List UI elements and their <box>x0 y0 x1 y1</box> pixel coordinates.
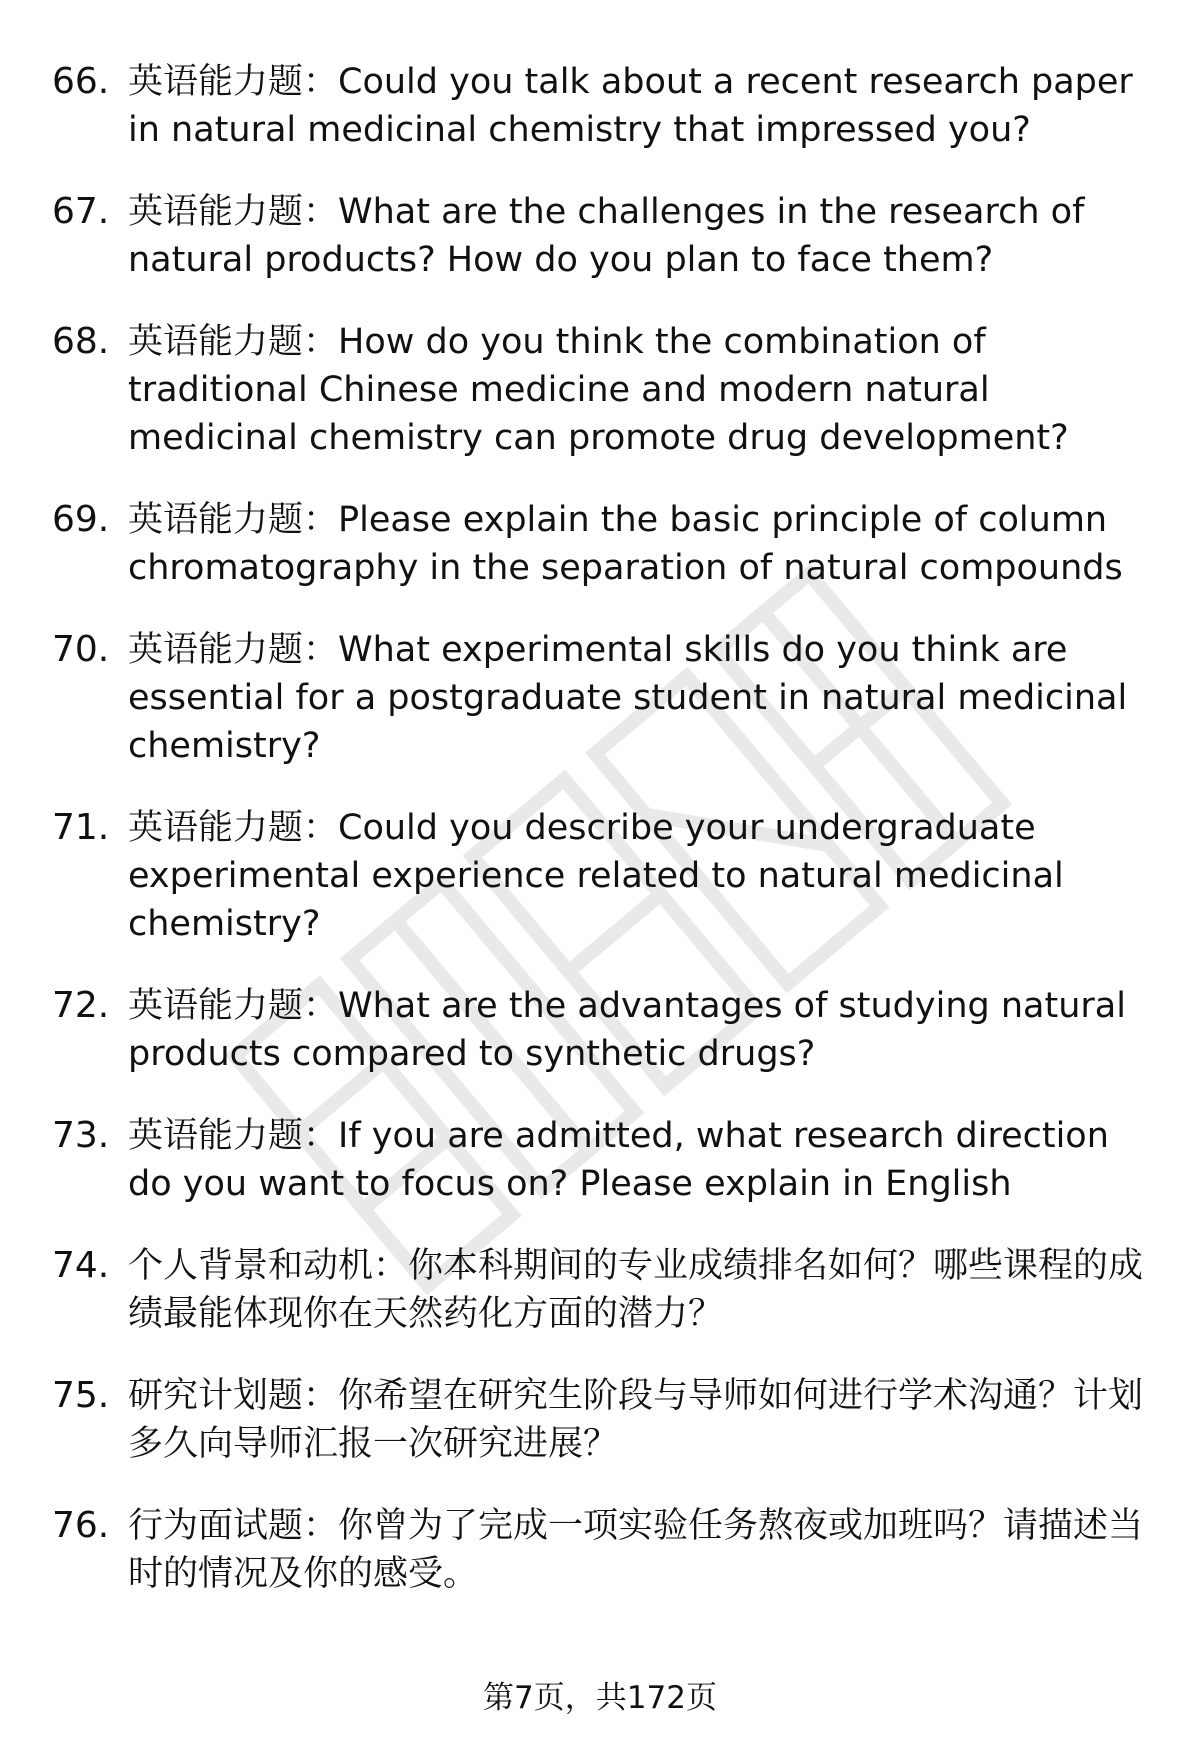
question-number: 68. <box>52 321 110 362</box>
question-item <box>52 626 1157 770</box>
question-item <box>52 1502 1157 1598</box>
question-number: 71. <box>52 807 110 848</box>
question-list <box>52 58 1157 1632</box>
question-number: 72. <box>52 985 110 1026</box>
question-text: 研究计划题：你希望在研究生阶段与导师如何进行学术沟通？计划多久向导师汇报一次研究进展？ <box>128 1376 1144 1464</box>
question-text: 英语能力题：How do you think the combination of traditional Chinese medicine and modern natural medicinal chemistry can promote drug development? <box>128 322 1069 458</box>
question-item <box>52 496 1157 592</box>
question-text: 英语能力题：Could you describe your undergraduate experimental experience related to natural medicinal chemistry? <box>128 808 1064 944</box>
question-item <box>52 1372 1157 1468</box>
question-text: 个人背景和动机：你本科期间的专业成绩排名如何？哪些课程的成绩最能体现你在天然药化方面的潜力？ <box>128 1246 1144 1334</box>
question-number: 76. <box>52 1505 110 1546</box>
question-text: 英语能力题：What are the advantages of studying natural products compared to synthetic drugs? <box>128 986 1126 1074</box>
question-number: 69. <box>52 499 110 540</box>
question-number: 74. <box>52 1245 110 1286</box>
question-item <box>52 982 1157 1078</box>
question-number: 66. <box>52 61 110 102</box>
question-number: 75. <box>52 1375 110 1416</box>
question-item <box>52 188 1157 284</box>
question-item <box>52 1242 1157 1338</box>
question-number: 67. <box>52 191 110 232</box>
question-text: 英语能力题：Please explain the basic principle of column chromatography in the separation of natural compounds <box>128 500 1123 588</box>
page-number-footer: 第7页，共172页 <box>483 1680 717 1716</box>
question-number: 73. <box>52 1115 110 1156</box>
question-item <box>52 58 1157 154</box>
question-item <box>52 804 1157 948</box>
question-item <box>52 1112 1157 1208</box>
question-text: 英语能力题：If you are admitted, what research direction do you want to focus on? Please explain in English <box>128 1116 1109 1204</box>
question-text: 英语能力题：Could you talk about a recent research paper in natural medicinal chemistry that impressed you? <box>128 62 1133 150</box>
question-number: 70. <box>52 629 110 670</box>
question-text: 行为面试题：你曾为了完成一项实验任务熬夜或加班吗？请描述当时的情况及你的感受。 <box>128 1506 1144 1594</box>
question-item <box>52 318 1157 462</box>
question-text: 英语能力题：What experimental skills do you think are essential for a postgraduate student in natural medicinal chemistry? <box>128 630 1128 766</box>
question-text: 英语能力题：What are the challenges in the research of natural products? How do you plan to face them? <box>128 192 1085 280</box>
